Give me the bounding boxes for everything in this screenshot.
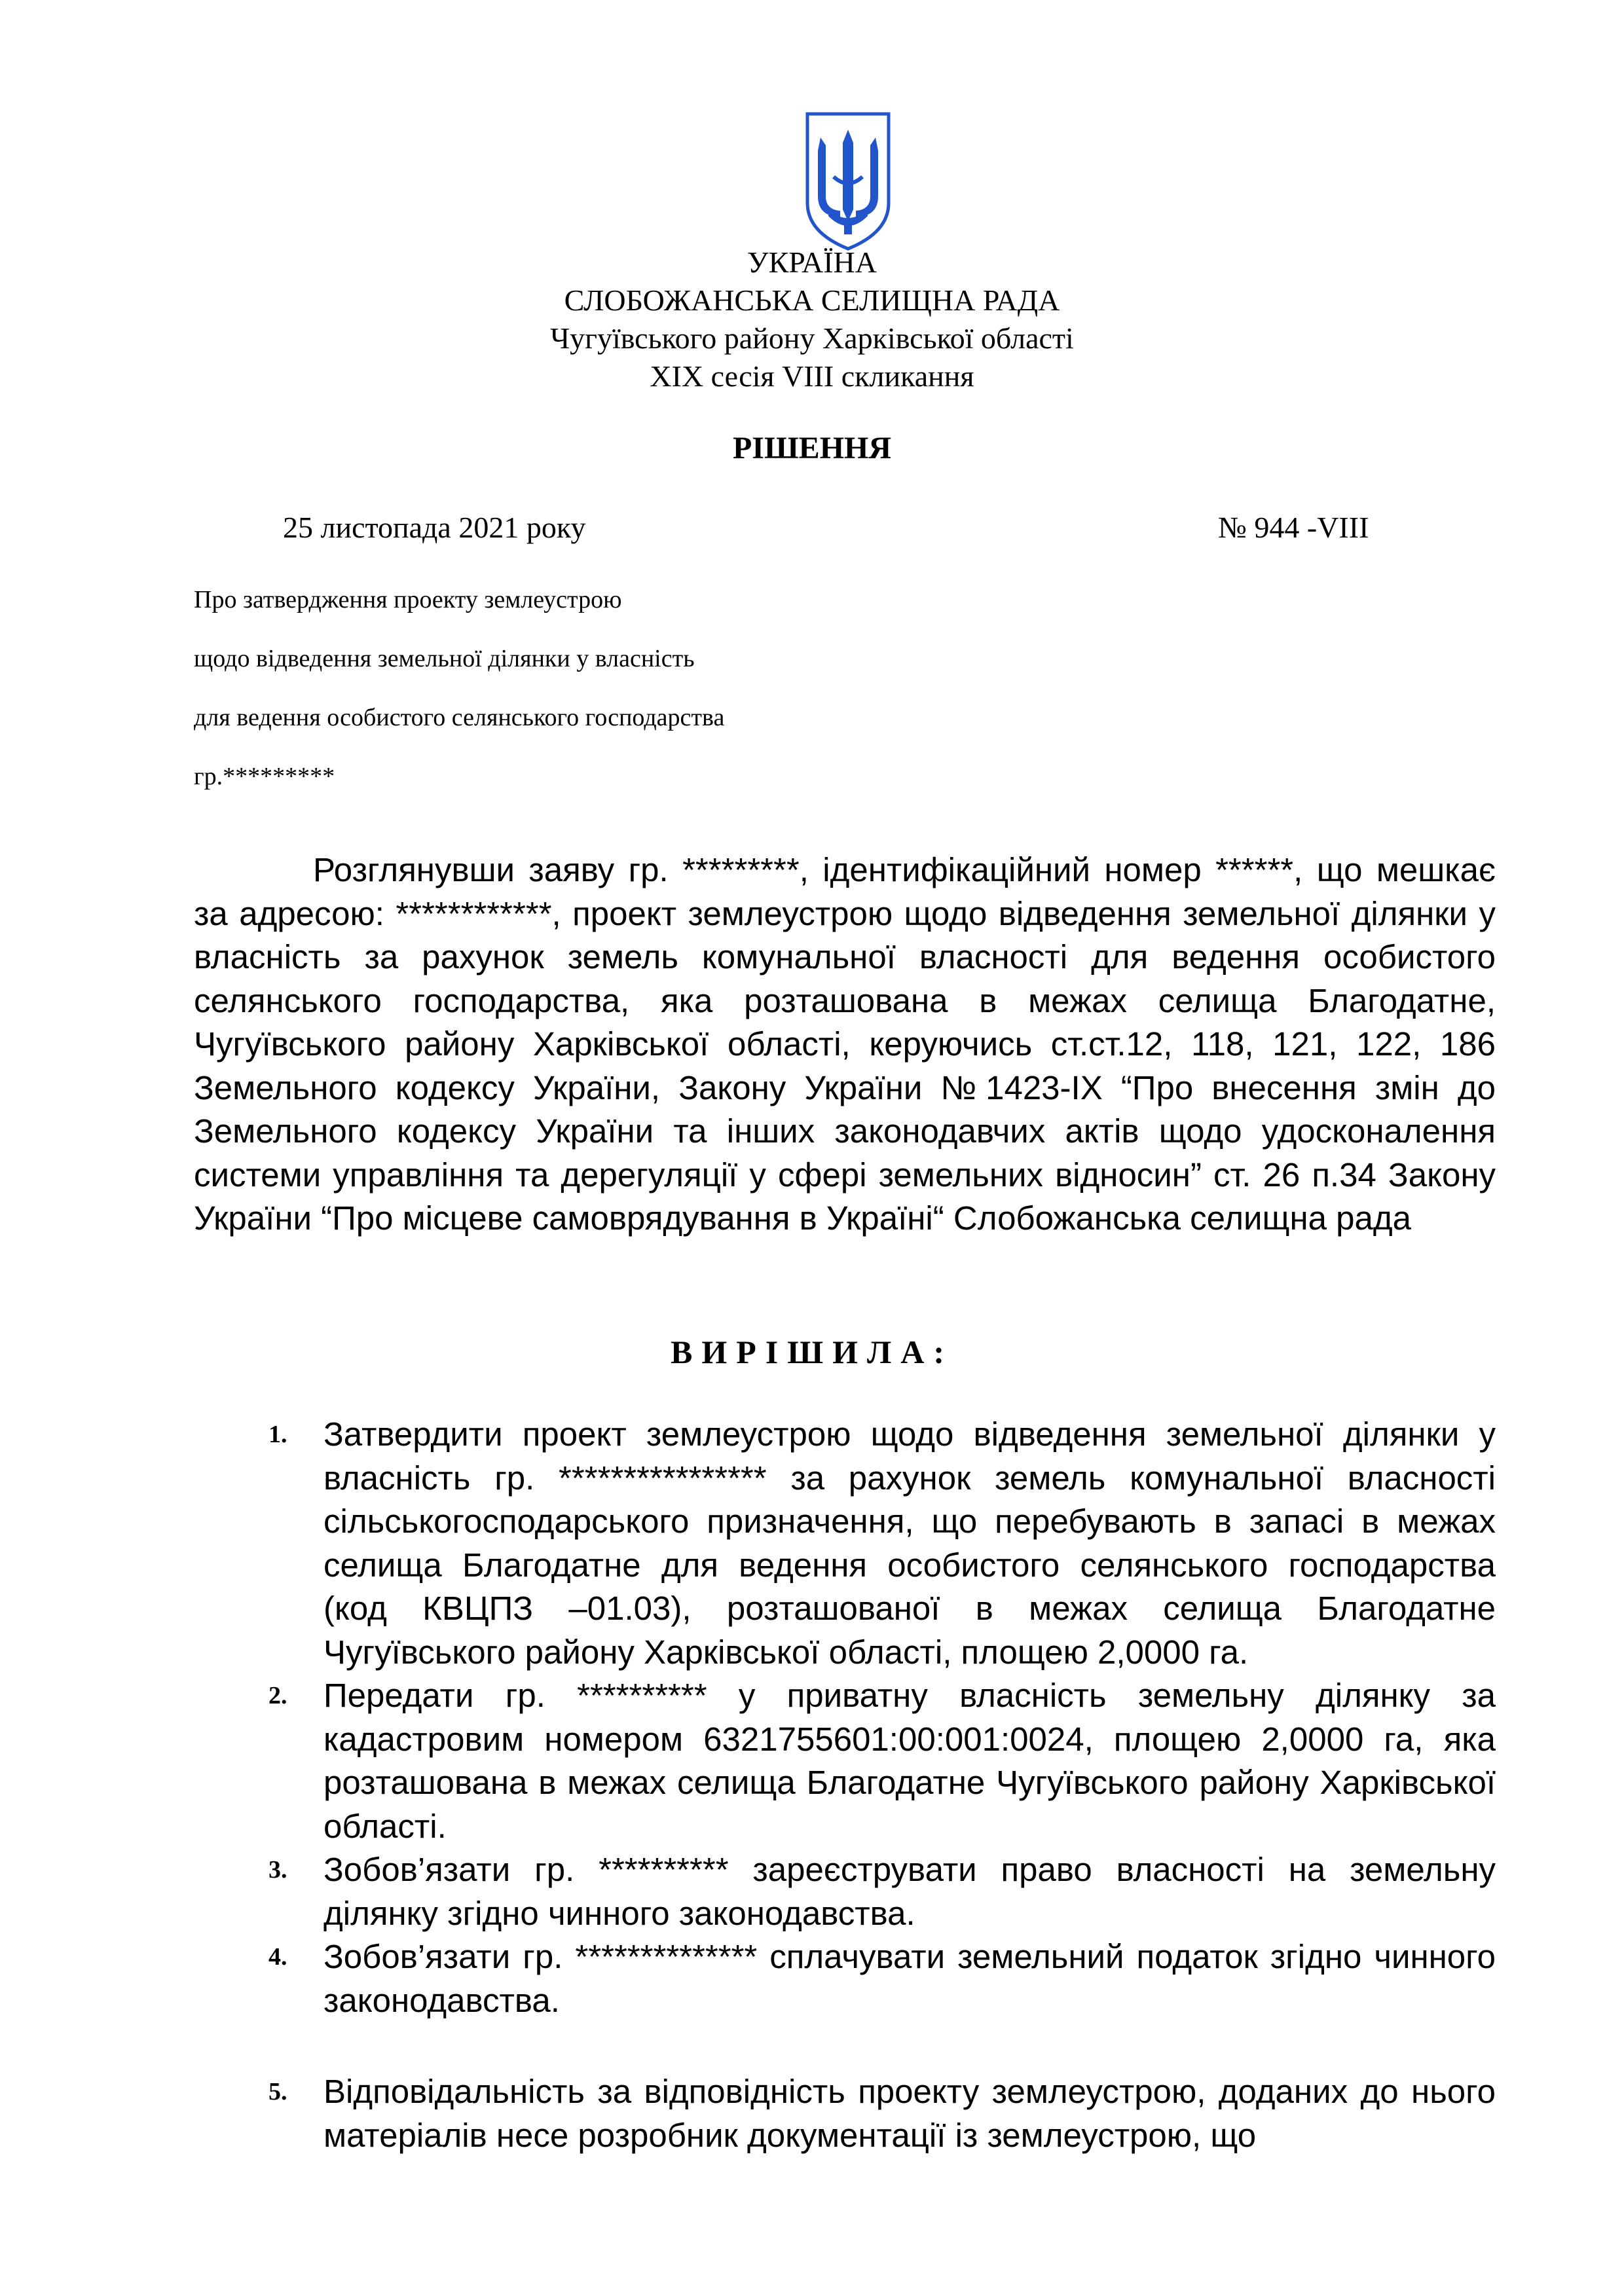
council-name: СЛОБОЖАНСЬКА СЕЛИЩНА РАДА (564, 283, 1060, 317)
list-item-text: Відповідальність за відповідність проекту землеустрою, доданих до нього матеріалів несе розробник документації із землеустрою, що (323, 2073, 1496, 2154)
decision-date: 25 листопада 2021 року (283, 511, 586, 544)
list-item-number: 4. (268, 1943, 287, 1971)
list-item-text: Передати гр. ********** у приватну власність земельну ділянку за кадастровим номером 6321755601:00:001:0024, площею 2,0000 га, яка розташована в межах селища Благодатне Чугуївського району Харківської області. (323, 1677, 1496, 1845)
session-info: XIX сесія VIII скликання (650, 359, 974, 393)
list-item-text: Зобов’язати гр. ********** зареєструвати право власності на земельну ділянку згідно чинного законодавства. (323, 1851, 1496, 1932)
list-item-text: Зобов’язати гр. ************** сплачувати земельний податок згідно чинного законодавства. (323, 1938, 1496, 2019)
decision-number: № 944 -VIII (1218, 511, 1369, 544)
preamble-paragraph: Розглянувши заяву гр. *********, ідентифікаційний номер ******, що мешкає за адресою: ************, проект землеустрою щодо відведення земельної ділянки у власність за рахунок земель комунальної власності для ведення особистого селянського господарства, яка розташована в межах селища Благодатне, Чугуївського району Харківської області, керуючись ст.ст.12, 118, 121, 122, 186 Земельного кодексу України, Закону України №1423-IX “Про внесення змін до Земельного кодексу України та інших законодавчих актів щодо удосконалення системи управління та дерегуляції у сфері земельних відносин” ст. 26 п.34 Закону України “Про місцеве самоврядування в Україні“ Слобожанська селищна рада (194, 851, 1496, 1237)
coat-of-arms-of-ukraine-icon (801, 111, 895, 252)
subject-line-4: гр.********* (194, 763, 335, 790)
decision-heading: ВИРІШИЛА: (670, 1334, 954, 1370)
subject-line-1: Про затвердження проекту землеустрою (194, 586, 622, 613)
district-name: Чугуївського району Харківської області (550, 321, 1074, 355)
subject-line-2: щодо відведення земельної ділянки у власність (194, 645, 695, 672)
list-item-number: 2. (268, 1682, 287, 1709)
list-item-number: 3. (268, 1856, 287, 1884)
country-name: УКРАЇНА (747, 246, 877, 279)
list-item-number: 1. (268, 1421, 287, 1448)
list-item-text: Затвердити проект землеустрою щодо відведення земельної ділянки у власність гр. **************** за рахунок земель комунальної власності сільськогосподарського призначення, що перебувають в запасі в межах селища Благодатне для ведення особистого селянського господарства (код КВЦПЗ –01.03), розташованої в межах селища Благодатне Чугуївського району Харківської області, площею 2,0000 га. (323, 1415, 1496, 1671)
list-item-number: 5. (268, 2078, 287, 2105)
subject-line-3: для ведення особистого селянського господарства (194, 704, 725, 731)
document-title: РІШЕННЯ (732, 431, 892, 465)
